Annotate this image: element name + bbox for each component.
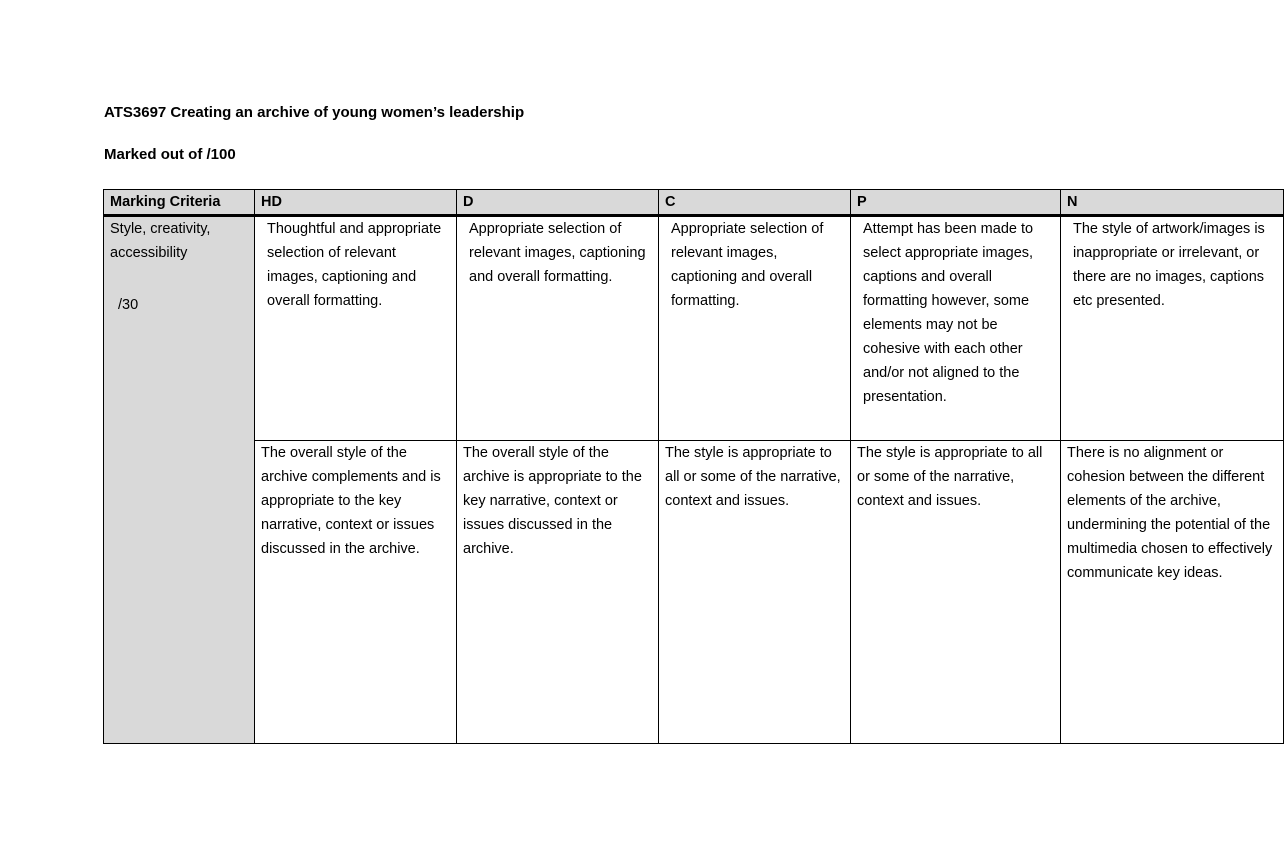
header-c: C xyxy=(659,190,851,216)
marks-total: Marked out of /100 xyxy=(104,146,236,163)
table-row xyxy=(104,216,1284,441)
cell-hd-style: The overall style of the archive complements and is appropriate to the key narrative, context or issues discussed in the archive. xyxy=(255,441,457,744)
cell-p-style: The style is appropriate to all or some of the narrative, context and issues. xyxy=(851,441,1061,744)
criteria-label: Style, creativity, accessibility xyxy=(110,221,211,261)
cell-n-style: There is no alignment or cohesion between the different elements of the archive, undermining the potential of the multimedia chosen to effectively communicate key ideas. xyxy=(1061,441,1284,744)
rubric-table-container xyxy=(103,189,1273,743)
cell-d-images: Appropriate selection of relevant images, captioning and overall formatting. xyxy=(457,216,659,441)
table-row xyxy=(104,441,1284,744)
header-marking-criteria: Marking Criteria xyxy=(104,190,255,216)
header-row xyxy=(104,190,1284,216)
document-title: ATS3697 Creating an archive of young women’s leadership xyxy=(104,104,525,121)
criteria-score: /30 xyxy=(118,297,139,313)
marking-rubric-table xyxy=(103,189,1284,744)
header-d: D xyxy=(457,190,659,216)
criteria-cell xyxy=(104,216,255,744)
header-n: N xyxy=(1061,190,1284,216)
cell-c-images: Appropriate selection of relevant images, captioning and overall formatting. xyxy=(659,216,851,441)
cell-c-style: The style is appropriate to all or some of the narrative, context and issues. xyxy=(659,441,851,744)
cell-p-images: Attempt has been made to select appropriate images, captions and overall formatting however, some elements may not be cohesive with each other and/or not aligned to the presentation. xyxy=(851,216,1061,441)
header-hd: HD xyxy=(255,190,457,216)
header-p: P xyxy=(851,190,1061,216)
cell-n-images: The style of artwork/images is inappropriate or irrelevant, or there are no images, captions etc presented. xyxy=(1061,216,1284,441)
cell-hd-images: Thoughtful and appropriate selection of relevant images, captioning and overall formatting. xyxy=(255,216,457,441)
cell-d-style: The overall style of the archive is appropriate to the key narrative, context or issues discussed in the archive. xyxy=(457,441,659,744)
